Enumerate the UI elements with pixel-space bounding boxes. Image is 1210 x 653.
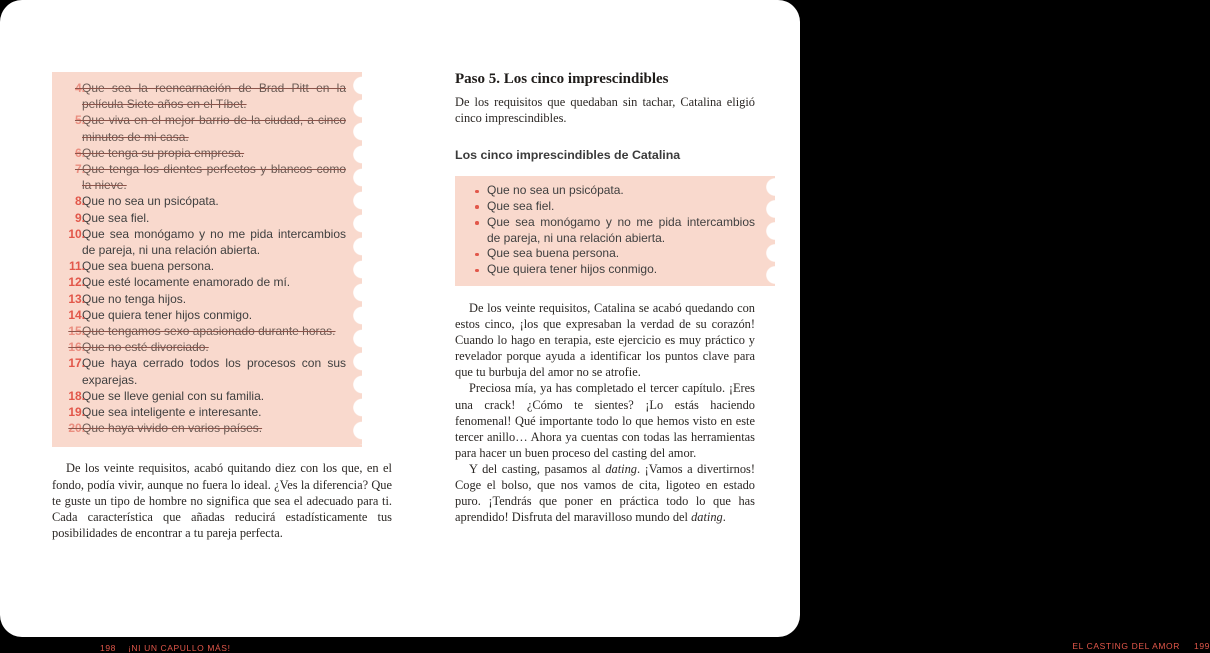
list-item-number: 16. [68, 340, 85, 355]
list-item-text: Que esté locamente enamorado de mí. [82, 275, 291, 290]
list-item-text: Que sea fiel. [82, 210, 150, 225]
list-item-number: 12. [68, 275, 85, 290]
list-item-text: Que quiera tener hijos conmigo. [82, 307, 253, 322]
list-item-number: 5. [74, 113, 85, 128]
requirements-list [52, 80, 346, 436]
list-item-number: 20. [68, 421, 85, 436]
list-item [52, 420, 346, 436]
bullet-item [455, 262, 755, 278]
list-item [52, 355, 346, 387]
list-item-text: Que se lleve genial con su familia. [82, 388, 265, 403]
list-item-text: Que haya cerrado todos los procesos con sus exparejas. [82, 356, 346, 387]
list-item [52, 193, 346, 209]
list-item-text: Que sea inteligente e interesante. [82, 405, 262, 420]
list-item [52, 388, 346, 404]
right-page [455, 70, 1210, 651]
intro-paragraph: De los requisitos que quedaban sin tachar, Catalina eligió cinco imprescindibles. [455, 95, 755, 126]
list-item-text: Que no tenga hijos. [82, 291, 187, 306]
list-item-number: 7. [74, 162, 85, 177]
list-item [52, 404, 346, 420]
five-essentials-box [455, 176, 775, 286]
right-running-title: EL CASTING DEL AMOR [1072, 641, 1181, 651]
list-item-text: Que sea monógamo y no me pida intercambios de pareja, ni una relación abierta. [82, 226, 346, 258]
paragraph-3-text: . ¡Vamos a divertirnos! Coge el bolso, que nos vamos de cita, ligoteo en estado puro. ¡Tendrás que poner en práctica todo lo que has aprendido! Disfruta del maravilloso mundo del [455, 461, 755, 525]
paragraph-3-text: . [722, 510, 726, 525]
list-item-number: 19. [68, 405, 85, 420]
list-item-text: Que haya vivido en varios países. [82, 421, 263, 436]
step-heading: Paso 5. Los cinco imprescindibles [455, 71, 669, 87]
left-running-title: ¡NI UN CAPULLO MÁS! [127, 643, 231, 653]
list-item-text: Que sea buena persona. [82, 259, 215, 274]
list-item-text: Que viva en el mejor barrio de la ciudad, a cinco minutos de mi casa. [82, 113, 346, 144]
right-page-number: 199 [1194, 641, 1210, 651]
right-page-footer [910, 641, 1210, 651]
bullet-item-text: Que sea buena persona. [487, 246, 620, 261]
list-item [52, 80, 346, 112]
list-item [52, 258, 346, 274]
list-item [52, 323, 346, 339]
list-item [52, 274, 346, 290]
list-item-text: Que no sea un psicópata. [82, 194, 219, 209]
italic-term: dating [691, 510, 723, 525]
box-title: Los cinco imprescindibles de Catalina [455, 148, 681, 163]
list-item-number: 17. [68, 356, 85, 371]
body-paragraph-2: Preciosa mía, ya has completado el tercer capítulo. ¡Eres una crack! ¿Cómo te sientes? ¡Lo estás haciendo fenomenal! Qué importante todo lo que hemos visto en este tercer anillo… Ahora ya cuentas con todas las herramientas para hacer un buen proceso del casting del amor. [455, 381, 755, 460]
five-essentials-list [455, 183, 755, 278]
body-paragraph-3 [455, 461, 755, 525]
list-item [52, 291, 346, 307]
body-paragraph-1: De los veinte requisitos, Catalina se acabó quedando con estos cinco, ¡los que expresaban la verdad de su corazón! Cuando lo hago en terapia, este ejercicio es muy práctico y revelador porque ayuda a identificar los puntos clave para que tu burbuja del amor no se atrofie. [455, 300, 755, 380]
bullet-item [455, 199, 755, 215]
list-item-text: Que no esté divorciado. [82, 340, 209, 355]
list-item [52, 339, 346, 355]
list-item-number: 8. [74, 194, 85, 209]
bullet-item [455, 246, 755, 262]
list-item-text: Que tenga los dientes perfectos y blancos como la nieve. [82, 162, 346, 193]
requirements-list-box [52, 72, 362, 447]
left-page-number: 198 [100, 643, 116, 653]
bullet-item-text: Que sea fiel. [487, 198, 555, 213]
left-page-paragraph: De los veinte requisitos, acabó quitando diez con los que, en el fondo, podía vivir, aunque no fuera lo ideal. ¿Ves la diferencia? Que te guste un tipo de hombre no significa que sea el adecuado para ti. Cada característica que añadas reducirá estadísticamente tus posibilidades de encontrar a tu pareja perfecta. [52, 461, 392, 540]
left-page-footer [100, 643, 231, 653]
list-item-number: 9. [74, 210, 85, 225]
list-item-number: 11. [68, 259, 85, 274]
list-item-text: Que tengamos sexo apasionado durante horas. [82, 324, 336, 339]
italic-term: dating [605, 461, 637, 476]
bullet-item [455, 215, 755, 247]
list-item-number: 18. [68, 388, 85, 403]
bullet-item-text: Que quiera tener hijos conmigo. [487, 262, 658, 277]
list-item [52, 145, 346, 161]
list-item-number: 10. [68, 226, 85, 241]
bullet-item [455, 183, 755, 199]
list-item [52, 210, 346, 226]
list-item-number: 13. [68, 291, 85, 306]
bullet-item-text: Que sea monógamo y no me pida intercambios de pareja, ni una relación abierta. [487, 214, 755, 245]
list-item [52, 112, 346, 144]
list-item [52, 161, 346, 193]
list-item-text: Que sea la reencarnación de Brad Pitt en la película Siete años en el Tíbet. [82, 81, 346, 112]
list-item [52, 226, 346, 258]
left-page [52, 72, 392, 653]
list-item-number: 14. [68, 307, 85, 322]
paragraph-3-text: Y del casting, pasamos al [469, 461, 606, 476]
list-item-number: 15. [68, 324, 85, 339]
list-item-number: 6. [74, 145, 85, 160]
list-item [52, 307, 346, 323]
bullet-item-text: Que no sea un psicópata. [487, 183, 624, 198]
list-item-text: Que tenga su propia empresa. [82, 145, 245, 160]
list-item-number: 4. [74, 81, 85, 95]
